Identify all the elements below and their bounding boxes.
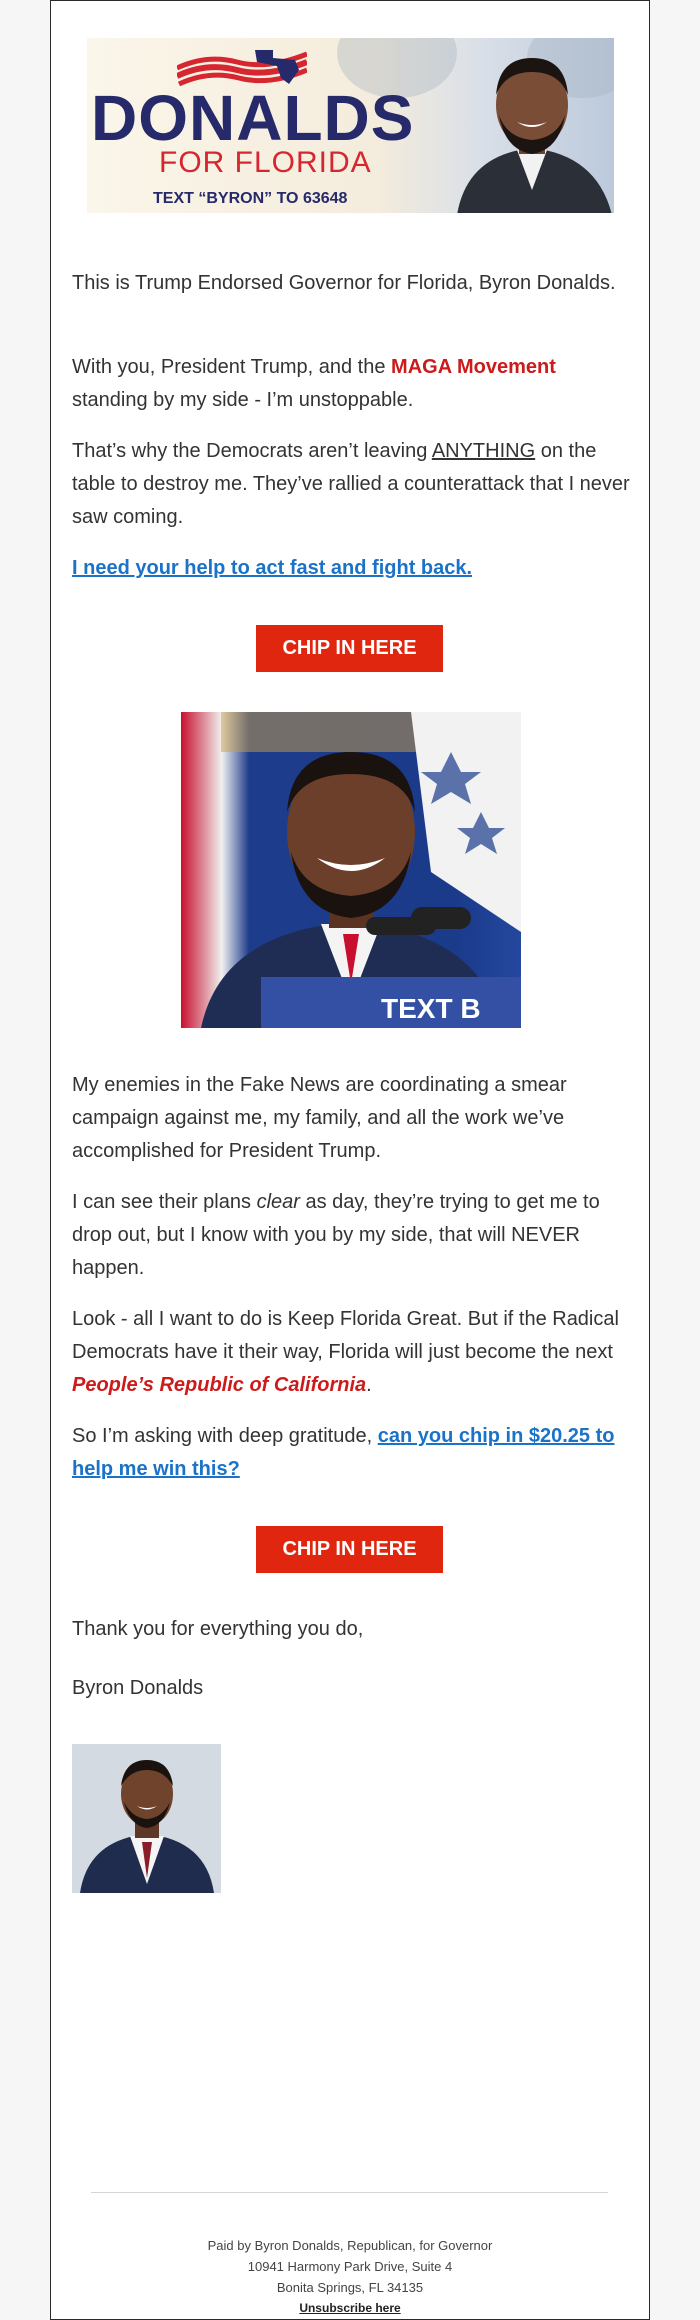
fake-news-text: My enemies in the Fake News are coordinating a smear campaign against me, my family, and all the work we’ve accomplished for President Trump. [72, 1074, 567, 1162]
closing-text: Thank you for everything you do, [72, 1618, 364, 1640]
plans-text-after: as day, they’re trying to get me to drop out, but I know with you by my side, that will NEVER happen. [72, 1191, 600, 1279]
plans-text-before: I can see their plans [72, 1191, 257, 1213]
candidate-rally-photo[interactable] [181, 712, 521, 1028]
democrats-text-after: on the table to destroy me. They’ve rallied a counterattack that I never saw coming. [72, 440, 630, 528]
anything-underlined: ANYTHING [431, 440, 536, 462]
plans-paragraph [72, 1186, 632, 1285]
florida-text-after: . [366, 1374, 372, 1396]
florida-paragraph [72, 1303, 632, 1402]
closing-line [72, 1613, 632, 1646]
unsubscribe-link[interactable]: Unsubscribe here [299, 2301, 401, 2315]
footer-divider [91, 2192, 608, 2193]
chip-in-button-2[interactable]: CHIP IN HERE [256, 1526, 443, 1573]
podium-text: TEXT B [381, 993, 481, 1024]
maga-highlight: MAGA Movement [391, 356, 556, 378]
democrats-text-before: That’s why the Democrats aren’t leaving [72, 440, 432, 462]
footer-paid-by: Paid by Byron Donalds, Republican, for Governor [207, 2238, 493, 2253]
maga-text-before: With you, President Trump, and the [72, 356, 392, 378]
ask-paragraph [72, 1420, 632, 1486]
democrats-paragraph [72, 435, 632, 534]
candidate-headshot[interactable] [72, 1744, 221, 1893]
footer-address-1: 10941 Harmony Park Drive, Suite 4 [247, 2259, 453, 2274]
campaign-banner[interactable] [87, 38, 614, 213]
email-container [50, 0, 650, 2320]
banner-subtitle: FOR FLORIDA [159, 146, 372, 179]
banner-title: DONALDS [91, 82, 415, 154]
california-highlight: People’s Republic of California [72, 1374, 367, 1396]
florida-text-before: Look - all I want to do is Keep Florida Great. But if the Radical Democrats have it their way, Florida will just become the next [72, 1308, 619, 1363]
intro-text: This is Trump Endorsed Governor for Florida, Byron Donalds. [72, 272, 616, 294]
maga-paragraph [72, 351, 632, 417]
signature-text: Byron Donalds [72, 1677, 204, 1699]
ask-text-before: So I’m asking with deep gratitude, [72, 1425, 378, 1447]
maga-text-after: standing by my side - I’m unstoppable. [72, 389, 414, 411]
chip-in-button-1[interactable]: CHIP IN HERE [256, 625, 443, 672]
rally-photo-icon [181, 712, 521, 1028]
footer-unsubscribe-row [51, 2297, 649, 2319]
signature [72, 1672, 632, 1705]
help-link-paragraph [72, 552, 632, 585]
banner-text-line: TEXT “BYRON” TO 63648 [153, 190, 348, 207]
clear-italic: clear [256, 1191, 300, 1213]
help-link[interactable]: I need your help to act fast and fight back. [72, 557, 473, 579]
fake-news-paragraph [72, 1069, 632, 1168]
headshot-icon [72, 1744, 221, 1893]
candidate-portrait-icon [447, 50, 614, 213]
chip-in-amount-link[interactable]: can you chip in $20.25 to help me win this? [72, 1425, 615, 1480]
footer-address-2: Bonita Springs, FL 34135 [276, 2280, 424, 2295]
intro-paragraph [72, 267, 632, 300]
